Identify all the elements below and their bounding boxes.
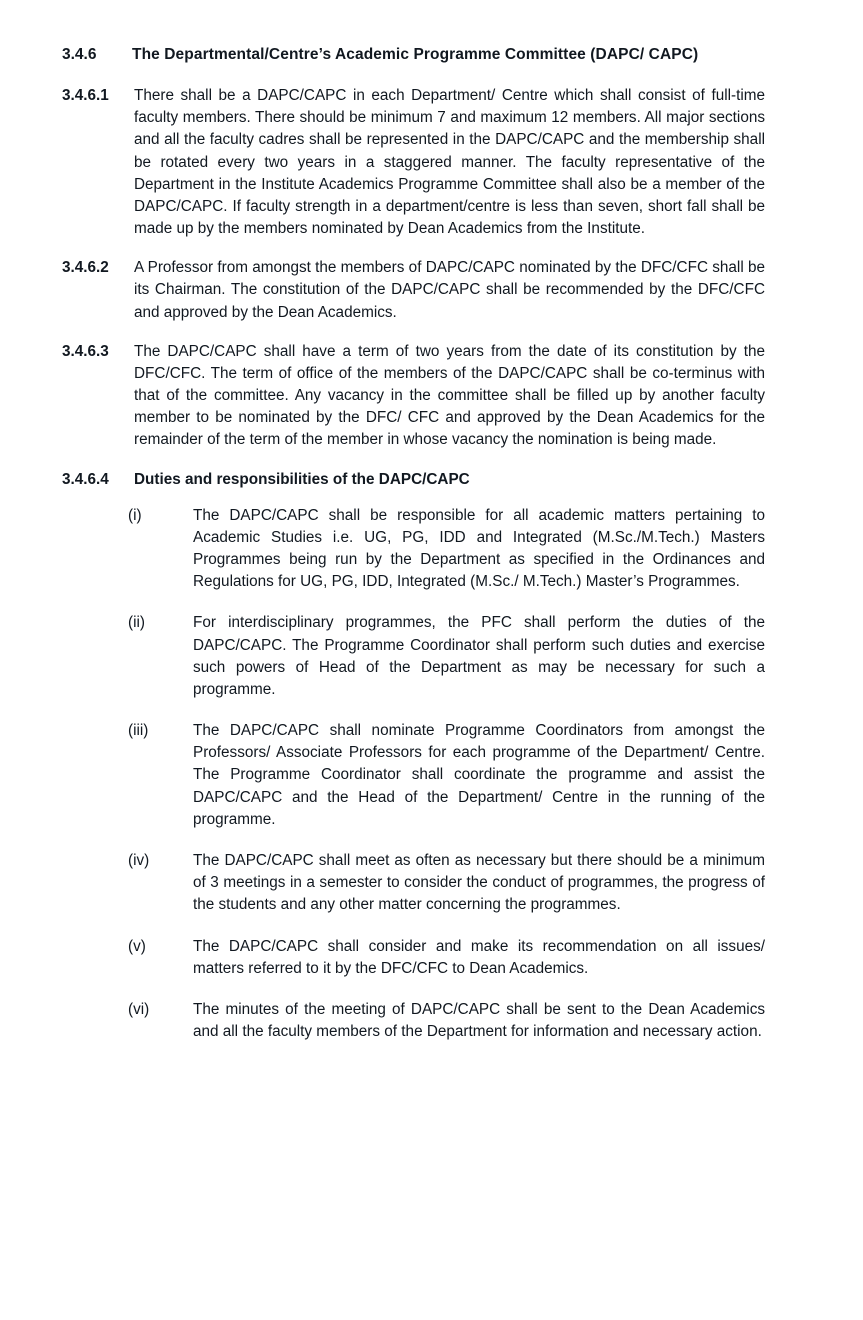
section-number: 3.4.6 bbox=[62, 46, 97, 63]
clause-number: 3.4.6.2 bbox=[62, 259, 109, 277]
list-item bbox=[62, 999, 765, 1043]
clause-text: There shall be a DAPC/CAPC in each Department/ Centre which shall consist of full-time faculty members. There should be minimum 7 and maximum 12 members. All major sections and all the faculty cadres shall be represented in the DAPC/CAPC and the membership shall be rotated every two years in a staggered manner. The faculty representative of the Department in the Institute Academics Programme Committee shall also be a member of the DAPC/CAPC. If faculty strength in a department/centre is less than seven, short fall shall be made up by the members nominated by Dean Academics from the Institute. bbox=[134, 87, 765, 238]
section-heading bbox=[62, 44, 765, 66]
list-item-marker: (iii) bbox=[128, 722, 149, 740]
list-item-marker: (iv) bbox=[128, 851, 150, 869]
list-item-text: The minutes of the meeting of DAPC/CAPC shall be sent to the Dean Academics and all the faculty members of the Department for information and necessary action. bbox=[193, 1000, 765, 1041]
list-item-text: For interdisciplinary programmes, the PFC shall perform the duties of the DAPC/CAPC. The Programme Coordinator shall perform such duties and exercise such powers of Head of the Department as may be necessary for such a programme. bbox=[193, 614, 765, 698]
list-item-marker: (i) bbox=[128, 506, 142, 524]
clause-text: Duties and responsibilities of the DAPC/CAPC bbox=[134, 470, 470, 488]
list-item-text: The DAPC/CAPC shall meet as often as necessary but there should be a minimum of 3 meetings in a semester to consider the conduct of programmes, the progress of the students and any other matter concerning the programmes. bbox=[193, 851, 765, 914]
list-item bbox=[62, 936, 765, 980]
list-item bbox=[62, 505, 765, 594]
list-item-marker: (ii) bbox=[128, 614, 145, 632]
list-item-marker: (v) bbox=[128, 937, 146, 955]
clause-3-4-6-3 bbox=[62, 341, 765, 452]
list-item-text: The DAPC/CAPC shall be responsible for all academic matters pertaining to Academic Studies i.e. UG, PG, IDD and Integrated (M.Sc./M.Tech.) Masters Programmes being run by the Department as specified in the Ordinances and Regulations for UG, PG, IDD, Integrated (M.Sc./ M.Tech.) Master’s Programmes. bbox=[193, 506, 765, 591]
section-title: The Departmental/Centre’s Academic Programme Committee (DAPC/ CAPC) bbox=[132, 46, 699, 63]
clause-number: 3.4.6.1 bbox=[62, 87, 109, 104]
list-item bbox=[62, 612, 765, 701]
list-item bbox=[62, 720, 765, 831]
clause-number: 3.4.6.3 bbox=[62, 342, 109, 360]
list-item-text: The DAPC/CAPC shall consider and make its recommendation on all issues/ matters referred to it by the DFC/CFC to Dean Academics. bbox=[193, 937, 765, 977]
clause-3-4-6-1 bbox=[62, 85, 765, 240]
duties-list bbox=[62, 505, 765, 1043]
list-item bbox=[62, 850, 765, 917]
clause-text: A Professor from amongst the members of DAPC/CAPC nominated by the DFC/CFC shall be its Chairman. The constitution of the DAPC/CAPC shall be recommended by the DFC/CFC and approved by the Dean Academics. bbox=[134, 259, 765, 321]
clause-number: 3.4.6.4 bbox=[62, 470, 109, 488]
clause-3-4-6-2 bbox=[62, 257, 765, 324]
clause-3-4-6-4 bbox=[62, 469, 765, 491]
clause-text: The DAPC/CAPC shall have a term of two years from the date of its constitution by the DFC/CFC. The term of office of the members of the DAPC/CAPC shall be co-terminus with that of the committee. Any vacancy in the committee shall be filled up by another faculty member to be nominated by the DFC/ CFC and approved by the Dean Academics for the remainder of the term of the member in whose vacancy the nomination is being made. bbox=[134, 342, 765, 449]
list-item-marker: (vi) bbox=[128, 1000, 150, 1018]
list-item-text: The DAPC/CAPC shall nominate Programme Coordinators from amongst the Professors/ Associate Professors for each programme of the Department/ Centre. The Programme Coordinator shall coordinate the programme and assist the DAPC/CAPC and the Head of the Department/ Centre in the running of the programme. bbox=[193, 722, 765, 828]
